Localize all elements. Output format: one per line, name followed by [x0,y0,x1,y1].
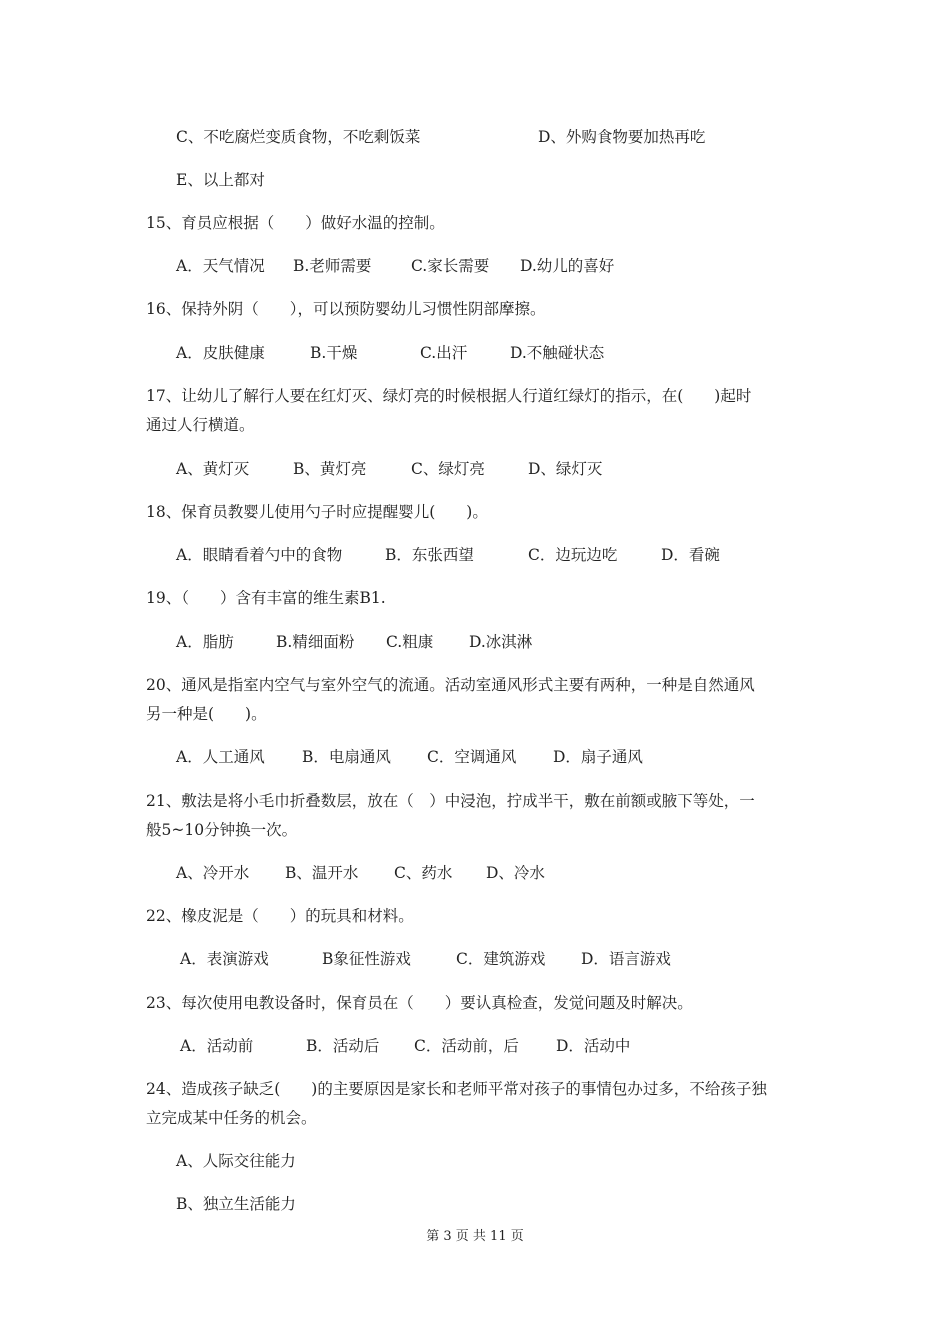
q16-option-b: B.干燥 [310,344,358,362]
q14-option-c: C、不吃腐烂变质食物，不吃剩饭菜 [176,128,421,146]
question-24: 24、造成孩子缺乏( )的主要原因是家长和老师平常对孩子的事情包办过多，不给孩子独 [146,1080,767,1098]
q23-option-d: D．活动中 [556,1037,631,1055]
question-24-cont: 立完成某中任务的机会。 [146,1109,317,1127]
question-23: 23、每次使用电教设备时，保育员在（ ）要认真检查，发觉问题及时解决。 [146,994,693,1012]
q24-option-b: B、独立生活能力 [176,1195,296,1213]
q18-option-b: B．东张西望 [385,546,474,564]
q18-option-a: A．眼睛看着勺中的食物 [176,546,343,564]
q21-option-d: D、冷水 [486,864,545,882]
q19-option-c: C.粗康 [386,633,434,651]
q17-option-c: C、绿灯亮 [411,460,485,478]
q16-option-d: D.不触碰状态 [510,344,605,362]
question-20: 20、通风是指室内空气与室外空气的流通。活动室通风形式主要有两种，一种是自然通风 [146,676,755,694]
q14-option-d: D、外购食物要加热再吃 [538,128,706,146]
q21-option-b: B、温开水 [285,864,359,882]
q20-option-d: D．扇子通风 [553,748,643,766]
q21-option-c: C、药水 [394,864,453,882]
q22-option-b: B象征性游戏 [322,950,411,968]
question-16: 16、保持外阴（ ），可以预防婴幼儿习惯性阴部摩擦。 [146,300,546,318]
q23-option-c: C．活动前，后 [414,1037,519,1055]
q20-option-b: B．电扇通风 [302,748,391,766]
q20-option-c: C．空调通风 [427,748,517,766]
q22-option-d: D．语言游戏 [581,950,671,968]
q20-option-a: A．人工通风 [176,748,265,766]
q17-option-b: B、黄灯亮 [293,460,367,478]
question-17-cont: 通过人行横道。 [146,416,255,434]
question-15: 15、育员应根据（ ）做好水温的控制。 [146,214,445,232]
q23-option-a: A．活动前 [180,1037,254,1055]
q15-option-a: A．天气情况 [176,257,265,275]
q16-option-a: A．皮肤健康 [176,344,265,362]
q15-option-b: B.老师需要 [293,257,372,275]
question-22: 22、橡皮泥是（ ）的玩具和材料。 [146,907,414,925]
q15-option-c: C.家长需要 [411,257,490,275]
q18-option-d: D．看碗 [661,546,720,564]
q17-option-a: A、黄灯灭 [176,460,250,478]
q21-option-a: A、冷开水 [176,864,250,882]
page-number-footer: 第 3 页 共 11 页 [426,1229,524,1244]
q22-option-a: A．表演游戏 [180,950,269,968]
q15-option-d: D.幼儿的喜好 [520,257,615,275]
question-21: 21、敷法是将小毛巾折叠数层，放在（ ）中浸泡，拧成半干，敷在前额或腋下等处，一 [146,792,755,810]
q17-option-d: D、绿灯灭 [528,460,603,478]
q19-option-d: D.冰淇淋 [469,633,533,651]
question-19: 19、（ ）含有丰富的维生素B1. [146,589,386,607]
question-21-cont: 般5~10分钟换一次。 [146,821,298,839]
q18-option-c: C．边玩边吃 [528,546,618,564]
question-18: 18、保育员教婴儿使用勺子时应提醒婴儿( )。 [146,503,488,521]
q19-option-a: A．脂肪 [176,633,234,651]
q22-option-c: C．建筑游戏 [456,950,546,968]
question-20-cont: 另一种是( )。 [146,705,267,723]
q14-option-e: E、以上都对 [176,171,265,189]
question-17: 17、让幼儿了解行人要在红灯灭、绿灯亮的时候根据人行道红绿灯的指示，在( )起时 [146,387,752,405]
q23-option-b: B．活动后 [306,1037,380,1055]
q24-option-a: A、人际交往能力 [176,1152,296,1170]
q16-option-c: C.出汗 [420,344,468,362]
q19-option-b: B.精细面粉 [276,633,355,651]
